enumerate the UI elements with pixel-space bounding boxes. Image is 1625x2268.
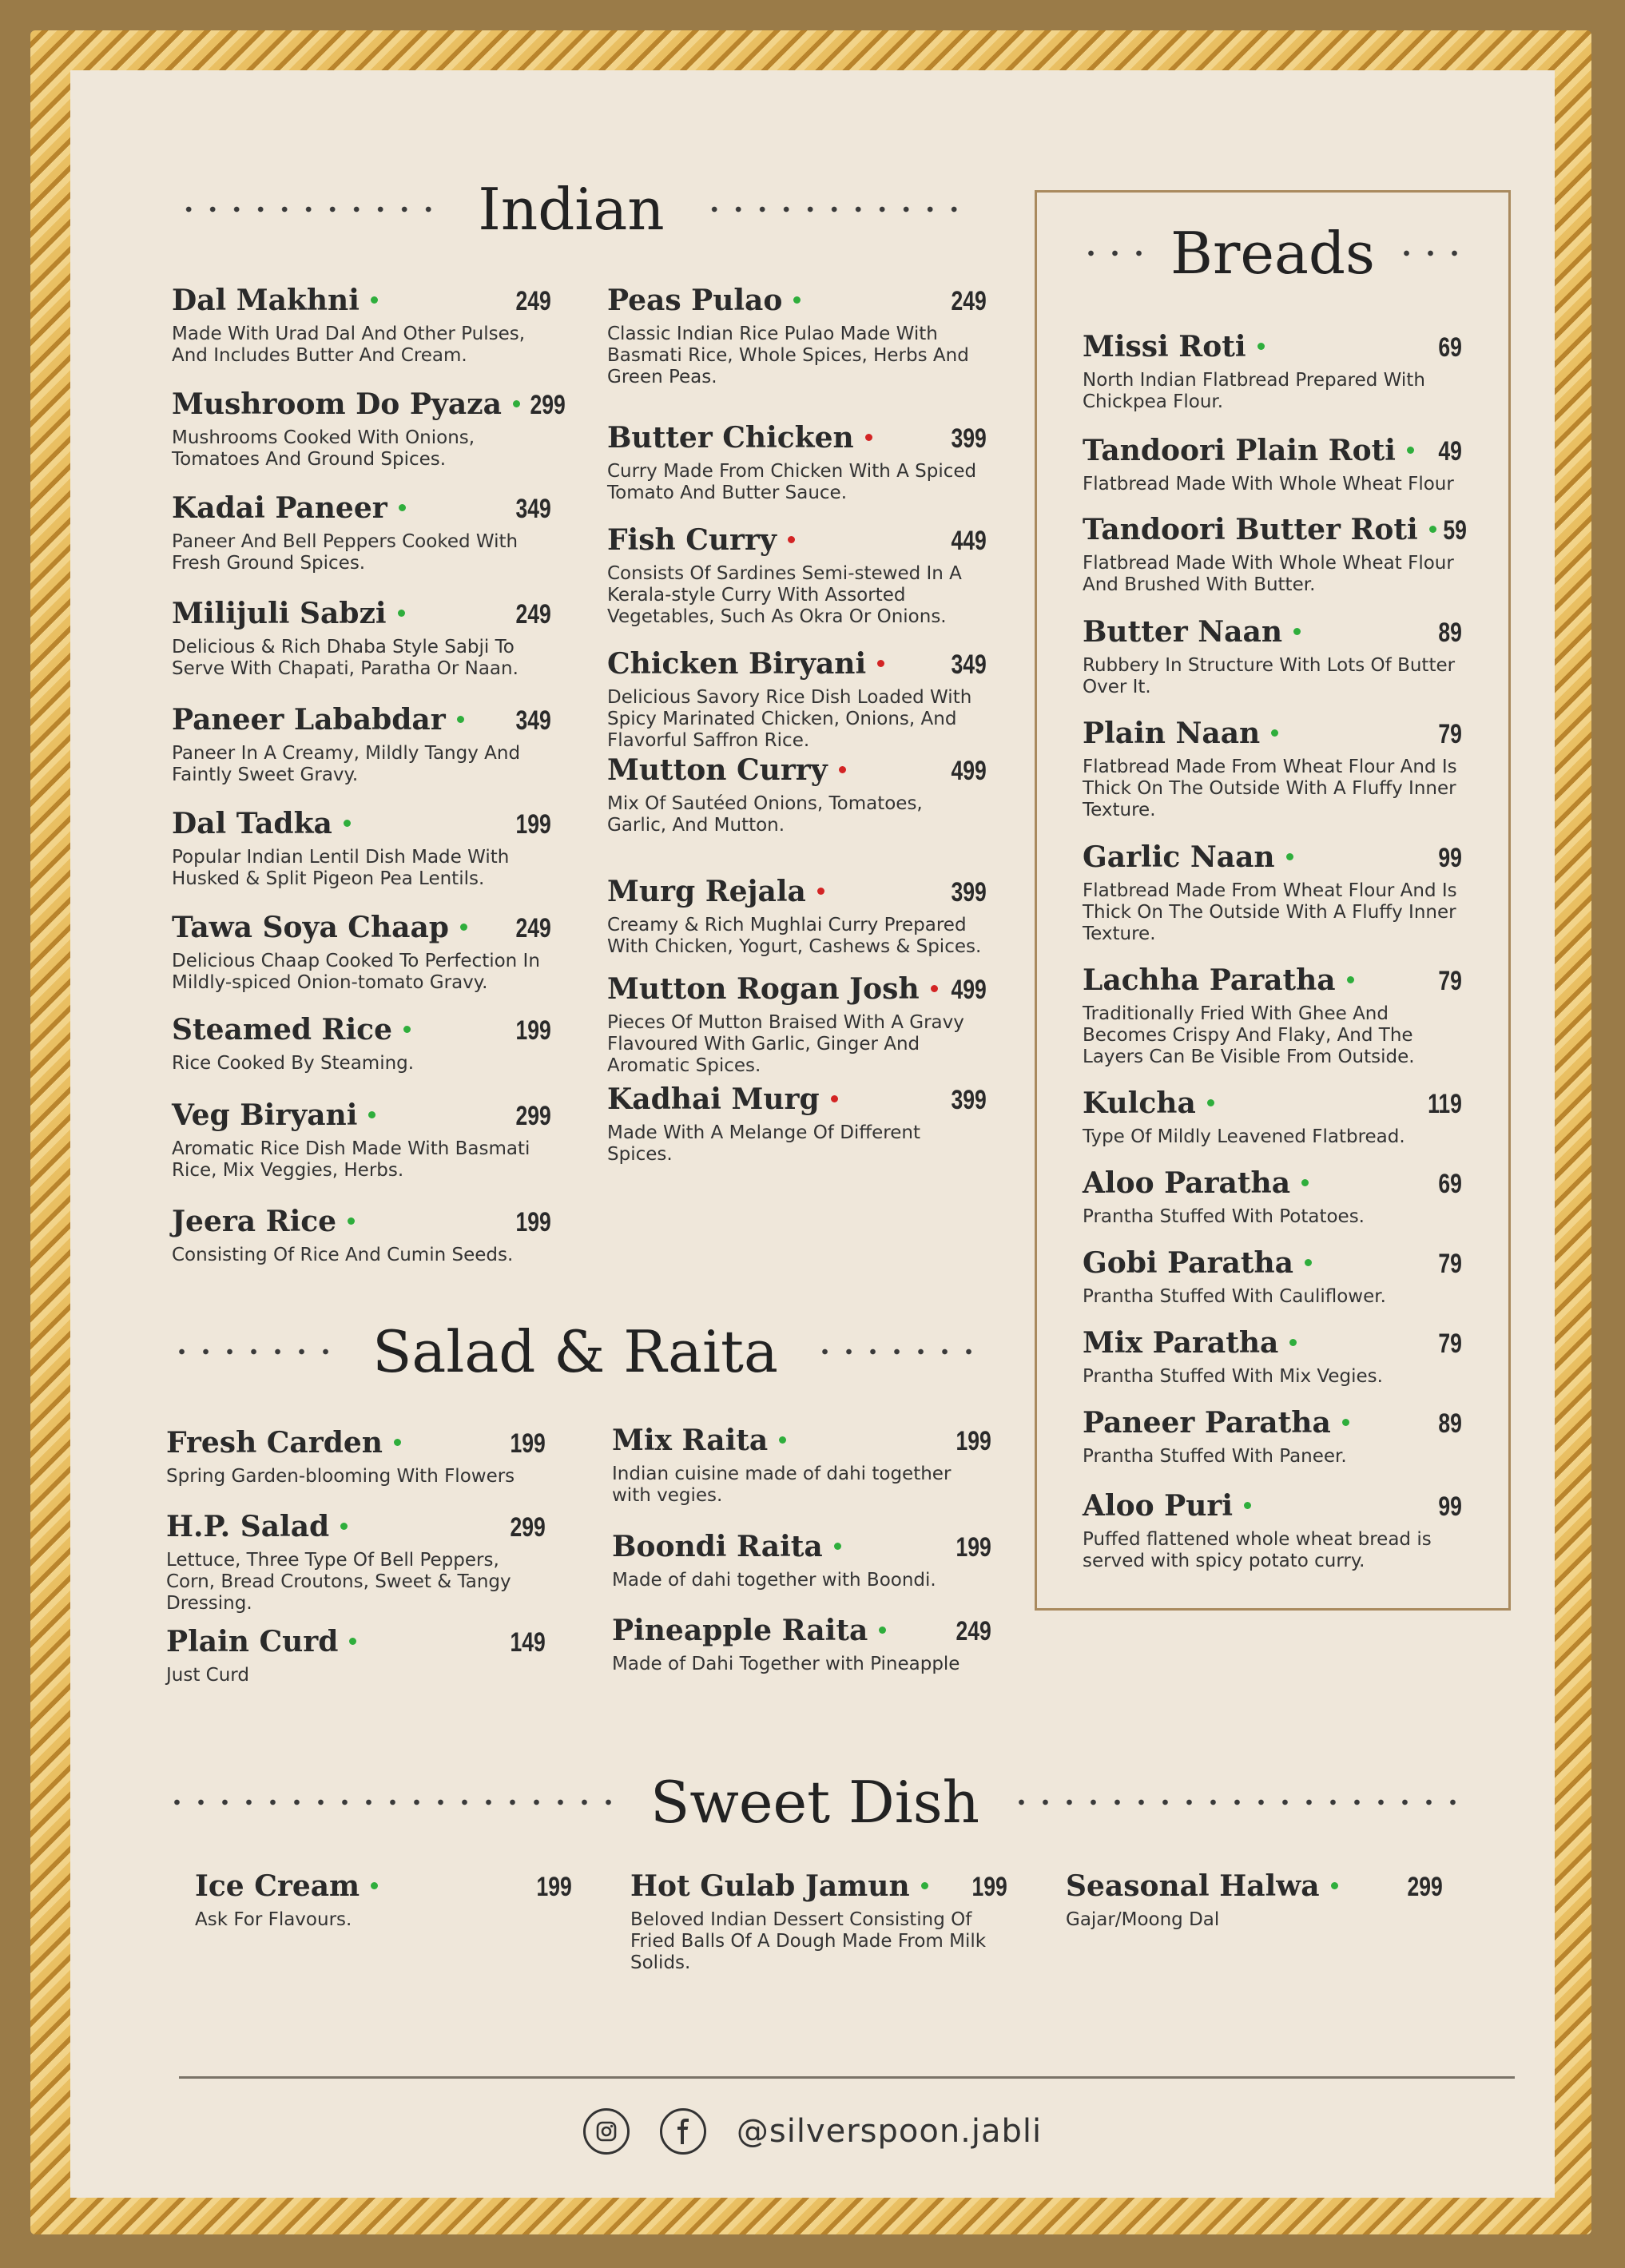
item-description: Aromatic Rice Dish Made With Basmati Rice, Mix Veggies, Herbs. xyxy=(172,1138,530,1181)
nonveg-indicator-icon xyxy=(877,660,884,667)
menu-item xyxy=(1083,1086,1462,1148)
item-description: Curry Made From Chicken With A Spiced Tomato And Butter Sauce. xyxy=(607,461,977,503)
veg-indicator-icon xyxy=(394,1439,401,1446)
item-description: Beloved Indian Dessert Consisting Of Fried Balls Of A Dough Made From Milk Solids. xyxy=(630,1909,987,1973)
menu-item xyxy=(607,647,987,752)
item-price: 249 xyxy=(515,599,551,630)
item-name: Kulcha xyxy=(1083,1086,1214,1120)
item-price: 249 xyxy=(515,913,551,943)
item-price: 79 xyxy=(1438,719,1462,749)
menu-item xyxy=(630,1869,1007,1974)
menu-item xyxy=(1066,1869,1443,1931)
item-description: Prantha Stuffed With Potatoes. xyxy=(1083,1206,1365,1227)
section-title-sweet xyxy=(164,1769,1466,1836)
item-name: Veg Biryani xyxy=(172,1098,375,1132)
section-heading: Breads xyxy=(1170,220,1375,287)
section-heading: Sweet Dish xyxy=(650,1769,980,1836)
item-name: Fish Curry xyxy=(607,523,795,557)
item-price: 499 xyxy=(951,756,987,786)
veg-indicator-icon xyxy=(368,1111,375,1118)
veg-indicator-icon xyxy=(398,610,405,617)
veg-indicator-icon xyxy=(1207,1099,1214,1106)
item-description: Mix Of Sautéed Onions, Tomatoes, Garlic, And Mutton. xyxy=(607,793,923,836)
item-price: 49 xyxy=(1438,436,1462,467)
item-name: Plain Naan xyxy=(1083,717,1278,750)
nonveg-indicator-icon xyxy=(865,434,872,441)
item-name: Dal Makhni xyxy=(172,284,378,317)
veg-indicator-icon xyxy=(1301,1179,1309,1186)
menu-item xyxy=(1083,1406,1462,1468)
item-price: 199 xyxy=(956,1426,991,1456)
item-price: 249 xyxy=(515,286,551,316)
menu-item xyxy=(607,284,987,388)
item-description: Lettuce, Three Type Of Bell Peppers, Corn, Bread Croutons, Sweet & Tangy Dressing. xyxy=(166,1550,511,1614)
veg-indicator-icon xyxy=(1331,1882,1338,1889)
section-title-indian xyxy=(168,176,975,243)
dotted-divider xyxy=(1394,250,1467,256)
dotted-divider xyxy=(1079,250,1151,256)
menu-item xyxy=(172,1205,551,1266)
item-price: 99 xyxy=(1438,1491,1462,1522)
veg-indicator-icon xyxy=(779,1436,786,1444)
item-description: Flatbread Made With Whole Wheat Flour And Brushed With Butter. xyxy=(1083,553,1454,595)
veg-indicator-icon xyxy=(1257,343,1265,350)
veg-indicator-icon xyxy=(403,1026,411,1033)
menu-item xyxy=(1083,1326,1462,1388)
menu-item xyxy=(607,1082,987,1166)
item-price: 399 xyxy=(951,877,987,908)
nonveg-indicator-icon xyxy=(817,888,824,895)
item-price: 199 xyxy=(515,1015,551,1046)
item-price: 69 xyxy=(1438,1169,1462,1199)
item-name: Aloo Puri xyxy=(1083,1489,1251,1523)
item-price: 79 xyxy=(1438,1249,1462,1279)
menu-item xyxy=(172,1013,551,1074)
item-description: Puffed flattened whole wheat bread is served with spicy potato curry. xyxy=(1083,1529,1432,1571)
dotted-divider xyxy=(168,206,449,213)
item-price: 349 xyxy=(515,705,551,736)
item-name: H.P. Salad xyxy=(166,1510,348,1543)
item-description: Paneer And Bell Peppers Cooked With Fresh Ground Spices. xyxy=(172,531,518,574)
veg-indicator-icon xyxy=(399,504,406,511)
menu-item xyxy=(607,421,987,504)
veg-indicator-icon xyxy=(513,400,520,407)
item-description: Type Of Mildly Leavened Flatbread. xyxy=(1083,1126,1405,1147)
veg-indicator-icon xyxy=(371,1882,378,1889)
item-description: Made With A Melange Of Different Spices. xyxy=(607,1122,920,1165)
menu-item xyxy=(166,1625,546,1686)
veg-indicator-icon xyxy=(460,923,467,931)
social-handle[interactable]: @silverspoon.jabli xyxy=(736,2113,1043,2150)
menu-item xyxy=(1083,513,1467,596)
item-description: Pieces Of Mutton Braised With A Gravy Flavoured With Garlic, Ginger And Aromatic Spices. xyxy=(607,1012,964,1076)
menu-item xyxy=(612,1614,991,1675)
item-price: 69 xyxy=(1438,332,1462,363)
item-description: Prantha Stuffed With Cauliflower. xyxy=(1083,1286,1386,1307)
veg-indicator-icon xyxy=(1286,853,1293,860)
item-price: 299 xyxy=(515,1101,551,1131)
section-heading: Indian xyxy=(478,176,665,243)
item-description: Rubbery In Structure With Lots Of Butter Over It. xyxy=(1083,655,1456,697)
menu-item xyxy=(1083,1246,1462,1308)
instagram-icon[interactable] xyxy=(583,2108,630,2155)
item-name: Fresh Carden xyxy=(166,1426,401,1460)
menu-item xyxy=(195,1869,572,1931)
veg-indicator-icon xyxy=(344,820,351,827)
item-description: Made of Dahi Together with Pineapple xyxy=(612,1654,960,1674)
menu-item xyxy=(172,491,551,574)
item-name: Mutton Rogan Josh xyxy=(607,972,938,1006)
item-name: Seasonal Halwa xyxy=(1066,1869,1338,1903)
item-price: 199 xyxy=(515,1207,551,1237)
item-description: Made With Urad Dal And Other Pulses, And Includes Butter And Cream. xyxy=(172,324,526,366)
item-description: Delicious & Rich Dhaba Style Sabji To Serve With Chapati, Paratha Or Naan. xyxy=(172,637,518,679)
footer-divider xyxy=(179,2076,1515,2079)
section-title-breads xyxy=(1079,220,1467,287)
item-price: 199 xyxy=(536,1872,572,1902)
veg-indicator-icon xyxy=(349,1638,356,1645)
item-description: Prantha Stuffed With Paneer. xyxy=(1083,1446,1347,1467)
item-price: 199 xyxy=(971,1872,1007,1902)
item-name: Milijuli Sabzi xyxy=(172,597,405,630)
menu-item xyxy=(1083,1489,1462,1572)
item-name: Plain Curd xyxy=(166,1625,356,1658)
dotted-divider xyxy=(693,206,975,213)
item-name: Tandoori Butter Roti xyxy=(1083,513,1436,546)
item-description: Flatbread Made From Wheat Flour And Is Thick On The Outside With A Fluffy Inner Texture. xyxy=(1083,757,1457,820)
item-name: Boondi Raita xyxy=(612,1530,841,1563)
menu-item xyxy=(172,1098,551,1182)
menu-item xyxy=(172,703,551,786)
veg-indicator-icon xyxy=(1347,976,1354,983)
item-name: Murg Rejala xyxy=(607,875,824,908)
nonveg-indicator-icon xyxy=(788,536,795,543)
item-price: 349 xyxy=(951,649,987,680)
item-price: 59 xyxy=(1443,515,1467,546)
facebook-icon[interactable] xyxy=(660,2108,706,2155)
item-price: 349 xyxy=(515,494,551,524)
veg-indicator-icon xyxy=(921,1882,928,1889)
section-title-salad xyxy=(164,1318,987,1385)
item-name: Hot Gulab Jamun xyxy=(630,1869,928,1903)
item-price: 79 xyxy=(1438,966,1462,996)
item-name: Lachha Paratha xyxy=(1083,963,1354,997)
veg-indicator-icon xyxy=(879,1627,886,1634)
veg-indicator-icon xyxy=(793,296,801,304)
item-name: Butter Chicken xyxy=(607,421,872,455)
item-price: 299 xyxy=(1407,1872,1443,1902)
item-price: 79 xyxy=(1438,1329,1462,1359)
item-name: Mutton Curry xyxy=(607,753,846,787)
item-price: 249 xyxy=(956,1616,991,1646)
item-price: 299 xyxy=(510,1512,546,1543)
item-description: Prantha Stuffed With Mix Vegies. xyxy=(1083,1366,1383,1387)
item-description: Consists Of Sardines Semi-stewed In A Kerala-style Curry With Assorted Vegetables, Such As Okra Or Onions. xyxy=(607,563,962,627)
menu-item xyxy=(172,911,551,994)
veg-indicator-icon xyxy=(340,1523,348,1530)
item-name: Paneer Lababdar xyxy=(172,703,464,737)
item-description: Gajar/Moong Dal xyxy=(1066,1909,1220,1930)
item-name: Kadhai Murg xyxy=(607,1082,838,1116)
item-name: Peas Pulao xyxy=(607,284,801,317)
menu-item xyxy=(1083,330,1462,413)
item-description: North Indian Flatbread Prepared With Chickpea Flour. xyxy=(1083,370,1425,412)
item-name: Pineapple Raita xyxy=(612,1614,886,1647)
item-name: Jeera Rice xyxy=(172,1205,355,1238)
item-name: Garlic Naan xyxy=(1083,840,1293,874)
item-price: 199 xyxy=(956,1532,991,1563)
item-description: Mushrooms Cooked With Onions, Tomatoes And Ground Spices. xyxy=(172,427,475,470)
dotted-divider xyxy=(164,1348,344,1355)
menu-item xyxy=(607,523,987,628)
item-name: Tandoori Plain Roti xyxy=(1083,434,1414,467)
item-price: 399 xyxy=(951,423,987,454)
veg-indicator-icon xyxy=(1289,1339,1297,1346)
item-price: 149 xyxy=(510,1627,546,1658)
veg-indicator-icon xyxy=(1293,628,1301,635)
section-heading: Salad & Raita xyxy=(372,1318,778,1385)
item-description: Popular Indian Lentil Dish Made With Husked & Split Pigeon Pea Lentils. xyxy=(172,847,510,889)
item-name: Dal Tadka xyxy=(172,807,351,840)
menu-item xyxy=(1083,717,1462,821)
item-description: Delicious Chaap Cooked To Perfection In Mildly-spiced Onion-tomato Gravy. xyxy=(172,951,540,993)
item-name: Mix Raita xyxy=(612,1424,786,1457)
menu-item xyxy=(172,807,551,890)
item-name: Mix Paratha xyxy=(1083,1326,1297,1360)
menu-item xyxy=(1083,615,1462,698)
item-name: Aloo Paratha xyxy=(1083,1166,1309,1200)
item-name: Butter Naan xyxy=(1083,615,1301,649)
item-name: Paneer Paratha xyxy=(1083,1406,1349,1440)
item-name: Gobi Paratha xyxy=(1083,1246,1312,1280)
veg-indicator-icon xyxy=(834,1543,841,1550)
item-description: Flatbread Made From Wheat Flour And Is Thick On The Outside With A Fluffy Inner Texture. xyxy=(1083,880,1457,944)
item-description: Rice Cooked By Steaming. xyxy=(172,1053,415,1074)
dotted-divider xyxy=(807,1348,987,1355)
item-description: Indian cuisine made of dahi together with vegies. xyxy=(612,1464,952,1506)
dotted-divider xyxy=(1008,1799,1466,1805)
item-name: Steamed Rice xyxy=(172,1013,411,1047)
veg-indicator-icon xyxy=(371,296,378,304)
menu-item xyxy=(1083,1166,1462,1228)
item-description: Classic Indian Rice Pulao Made With Basmati Rice, Whole Spices, Herbs And Green Peas. xyxy=(607,324,969,387)
item-name: Missi Roti xyxy=(1083,330,1265,363)
item-description: Made of dahi together with Boondi. xyxy=(612,1570,936,1591)
item-description: Paneer In A Creamy, Mildly Tangy And Faintly Sweet Gravy. xyxy=(172,743,521,785)
item-price: 499 xyxy=(951,975,987,1005)
menu-item xyxy=(612,1530,991,1591)
menu-item xyxy=(172,284,551,367)
veg-indicator-icon xyxy=(348,1217,355,1225)
nonveg-indicator-icon xyxy=(839,766,846,773)
social-footer xyxy=(0,2108,1625,2155)
menu-item xyxy=(172,597,551,680)
item-name: Kadai Paneer xyxy=(172,491,406,525)
item-description: Consisting Of Rice And Cumin Seeds. xyxy=(172,1245,514,1265)
item-description: Flatbread Made With Whole Wheat Flour xyxy=(1083,474,1454,495)
item-description: Spring Garden-blooming With Flowers xyxy=(166,1466,515,1487)
menu-item xyxy=(166,1510,546,1615)
veg-indicator-icon xyxy=(1305,1259,1312,1266)
menu-item xyxy=(612,1424,991,1507)
menu-item xyxy=(1083,434,1462,495)
veg-indicator-icon xyxy=(1342,1419,1349,1426)
item-name: Chicken Biryani xyxy=(607,647,884,681)
nonveg-indicator-icon xyxy=(831,1095,838,1102)
item-description: Delicious Savory Rice Dish Loaded With Spicy Marinated Chicken, Onions, And Flavorful Saffron Rice. xyxy=(607,687,972,751)
item-price: 199 xyxy=(515,809,551,840)
item-name: Ice Cream xyxy=(195,1869,378,1903)
veg-indicator-icon xyxy=(457,716,464,723)
item-price: 199 xyxy=(510,1428,546,1459)
menu-item xyxy=(607,753,987,836)
item-price: 249 xyxy=(951,286,987,316)
menu-item xyxy=(607,972,987,1077)
item-price: 99 xyxy=(1438,843,1462,873)
menu-item xyxy=(1083,840,1462,945)
veg-indicator-icon xyxy=(1244,1502,1251,1509)
menu-item xyxy=(607,875,987,958)
item-price: 119 xyxy=(1428,1089,1462,1119)
veg-indicator-icon xyxy=(1271,729,1278,737)
item-price: 449 xyxy=(951,526,987,556)
veg-indicator-icon xyxy=(1407,447,1414,454)
item-description: Just Curd xyxy=(166,1665,249,1686)
veg-indicator-icon xyxy=(1429,526,1436,533)
item-description: Creamy & Rich Mughlai Curry Prepared With Chicken, Yogurt, Cashews & Spices. xyxy=(607,915,982,957)
menu-item xyxy=(172,387,566,471)
item-name: Mushroom Do Pyaza xyxy=(172,387,520,421)
item-name: Tawa Soya Chaap xyxy=(172,911,467,944)
menu-item xyxy=(1083,963,1462,1068)
dotted-divider xyxy=(164,1799,622,1805)
nonveg-indicator-icon xyxy=(931,985,938,992)
item-price: 299 xyxy=(530,390,566,420)
item-price: 89 xyxy=(1438,1408,1462,1439)
item-price: 89 xyxy=(1438,618,1462,648)
item-description: Traditionally Fried With Ghee And Becomes Crispy And Flaky, And The Layers Can Be Visible From Outside. xyxy=(1083,1003,1415,1067)
item-price: 399 xyxy=(951,1085,987,1115)
item-description: Ask For Flavours. xyxy=(195,1909,352,1930)
menu-item xyxy=(166,1426,546,1488)
